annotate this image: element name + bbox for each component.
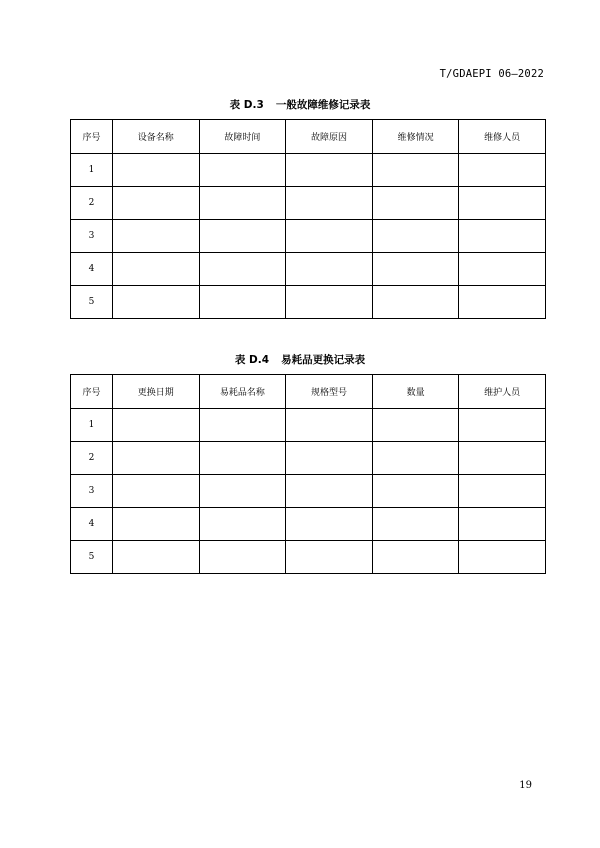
row-number: 3	[71, 220, 113, 253]
table-header-row	[71, 120, 546, 154]
table-cell	[372, 220, 459, 253]
table-cell	[199, 442, 286, 475]
table-cell	[113, 475, 200, 508]
table-cell	[113, 154, 200, 187]
table-row	[71, 508, 546, 541]
table-cell	[199, 220, 286, 253]
document-code: T/GDAEPI 06—2022	[439, 68, 544, 80]
table-d3-caption	[0, 97, 600, 112]
table-cell	[459, 442, 546, 475]
table-row	[71, 154, 546, 187]
table-cell	[459, 286, 546, 319]
table-row	[71, 541, 546, 574]
table-cell	[199, 286, 286, 319]
table-cell	[459, 541, 546, 574]
table-cell	[199, 475, 286, 508]
column-header: 维护人员	[459, 375, 546, 409]
row-number: 2	[71, 442, 113, 475]
row-number: 5	[71, 541, 113, 574]
table-cell	[286, 286, 373, 319]
table-cell	[199, 409, 286, 442]
table-cell	[372, 541, 459, 574]
column-header: 维修情况	[372, 120, 459, 154]
table-cell	[459, 187, 546, 220]
table-cell	[459, 508, 546, 541]
column-header: 序号	[71, 375, 113, 409]
column-header: 维修人员	[459, 120, 546, 154]
table-row	[71, 475, 546, 508]
table-cell	[372, 286, 459, 319]
table-cell	[372, 442, 459, 475]
table-cell	[113, 220, 200, 253]
table-cell	[199, 154, 286, 187]
column-header: 序号	[71, 120, 113, 154]
table-cell	[113, 541, 200, 574]
column-header: 故障时间	[199, 120, 286, 154]
table-row	[71, 253, 546, 286]
row-number: 5	[71, 286, 113, 319]
table-cell	[113, 409, 200, 442]
consumables-replacement-table	[70, 374, 546, 574]
table-cell	[286, 508, 373, 541]
table-row	[71, 187, 546, 220]
column-header: 易耗品名称	[199, 375, 286, 409]
column-header: 规格型号	[286, 375, 373, 409]
row-number: 1	[71, 409, 113, 442]
table-cell	[286, 442, 373, 475]
table-cell	[199, 187, 286, 220]
table-cell	[459, 409, 546, 442]
table-cell	[372, 253, 459, 286]
column-header: 数量	[372, 375, 459, 409]
table-cell	[199, 541, 286, 574]
row-number: 4	[71, 508, 113, 541]
column-header: 故障原因	[286, 120, 373, 154]
table-cell	[113, 508, 200, 541]
table-cell	[286, 541, 373, 574]
table-cell	[113, 253, 200, 286]
table-row	[71, 286, 546, 319]
table-d4-caption	[0, 352, 600, 367]
table-cell	[199, 508, 286, 541]
table-d3-caption-title: 一般故障维修记录表	[275, 99, 371, 111]
row-number: 1	[71, 154, 113, 187]
table-cell	[286, 253, 373, 286]
row-number: 3	[71, 475, 113, 508]
table-cell	[113, 286, 200, 319]
table-cell	[286, 475, 373, 508]
column-header: 设备名称	[113, 120, 200, 154]
table-cell	[199, 253, 286, 286]
row-number: 4	[71, 253, 113, 286]
table-cell	[372, 508, 459, 541]
table-row	[71, 220, 546, 253]
table-cell	[286, 154, 373, 187]
table-cell	[286, 187, 373, 220]
table-cell	[459, 253, 546, 286]
table-d4-caption-number: 表 D.4	[234, 354, 270, 366]
table-cell	[372, 475, 459, 508]
table-cell	[286, 409, 373, 442]
table-d3-caption-number: 表 D.3	[229, 99, 264, 111]
table-cell	[113, 442, 200, 475]
table-cell	[372, 187, 459, 220]
table-row	[71, 442, 546, 475]
table-header-row	[71, 375, 546, 409]
table-cell	[372, 409, 459, 442]
fault-repair-table	[70, 119, 546, 319]
table-cell	[459, 220, 546, 253]
table-d4-caption-title: 易耗品更换记录表	[281, 354, 366, 366]
page-number: 19	[519, 780, 532, 791]
table-row	[71, 409, 546, 442]
row-number: 2	[71, 187, 113, 220]
table-cell	[113, 187, 200, 220]
column-header: 更换日期	[113, 375, 200, 409]
table-cell	[459, 154, 546, 187]
table-cell	[459, 475, 546, 508]
table-cell	[372, 154, 459, 187]
table-cell	[286, 220, 373, 253]
